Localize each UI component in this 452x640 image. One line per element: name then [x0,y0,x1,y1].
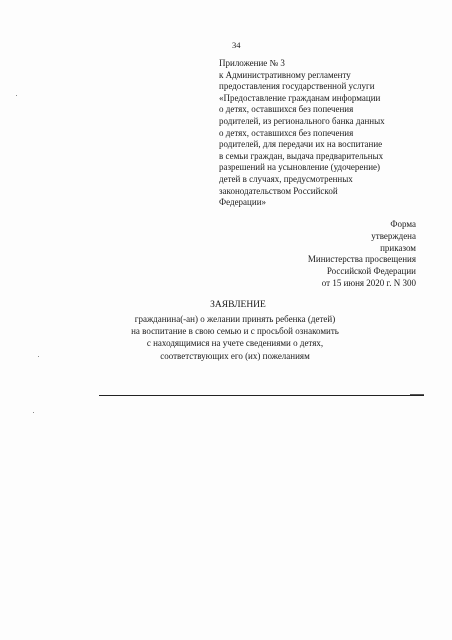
appendix-line: родителей, для передачи их на воспитание [219,139,383,150]
subtitle-line: с находящимися на учете сведениями о детях, [146,338,324,349]
appendix-line: о детях, оставшихся без попечения [219,127,354,138]
appendix-line: предоставления государственной услуги [219,81,375,92]
appendix-line: законодательством Российской [219,185,338,196]
document-title: ЗАЯВЛЕНИЕ [210,300,266,310]
approval-line: Министерства просвещения [307,254,416,265]
approval-line: от 15 июня 2020 г. N 300 [321,277,416,288]
form-approval-block [308,219,416,290]
approval-line: утверждена [371,230,416,241]
page-number: 34 [232,40,241,50]
appendix-header [219,58,424,209]
fill-in-line [99,395,424,396]
subtitle-line: на воспитание в свою семью и с просьбой ознакомить [131,326,339,337]
fill-in-line-end [410,394,424,395]
approval-line: приказом [380,242,416,253]
appendix-line: родителей, из регионального банка данных [219,115,385,126]
approval-line: Форма [390,219,416,229]
scan-speck [33,412,34,413]
appendix-line: Федерации» [219,197,267,208]
appendix-line: детей в случаях, предусмотренных [219,173,353,184]
appendix-line: «Предоставление гражданам информации [219,92,381,103]
document-subtitle [0,313,452,362]
appendix-line: разрешений на усыновление (удочерение) [219,162,380,173]
appendix-line: о детях, оставшихся без попечения [219,104,354,115]
appendix-line: Приложение № 3 [219,58,285,68]
appendix-line: к Административному регламенту [219,69,351,80]
subtitle-line: гражданина(-ан) о желании принять ребенка (детей) [134,314,336,324]
approval-line: Российской Федерации [326,266,416,277]
scan-speck [38,356,39,357]
scan-speck [16,95,17,96]
appendix-line: в семьи граждан, выдача предварительных [219,150,384,161]
subtitle-line: соответствующих его (их) пожеланиям [160,350,310,361]
